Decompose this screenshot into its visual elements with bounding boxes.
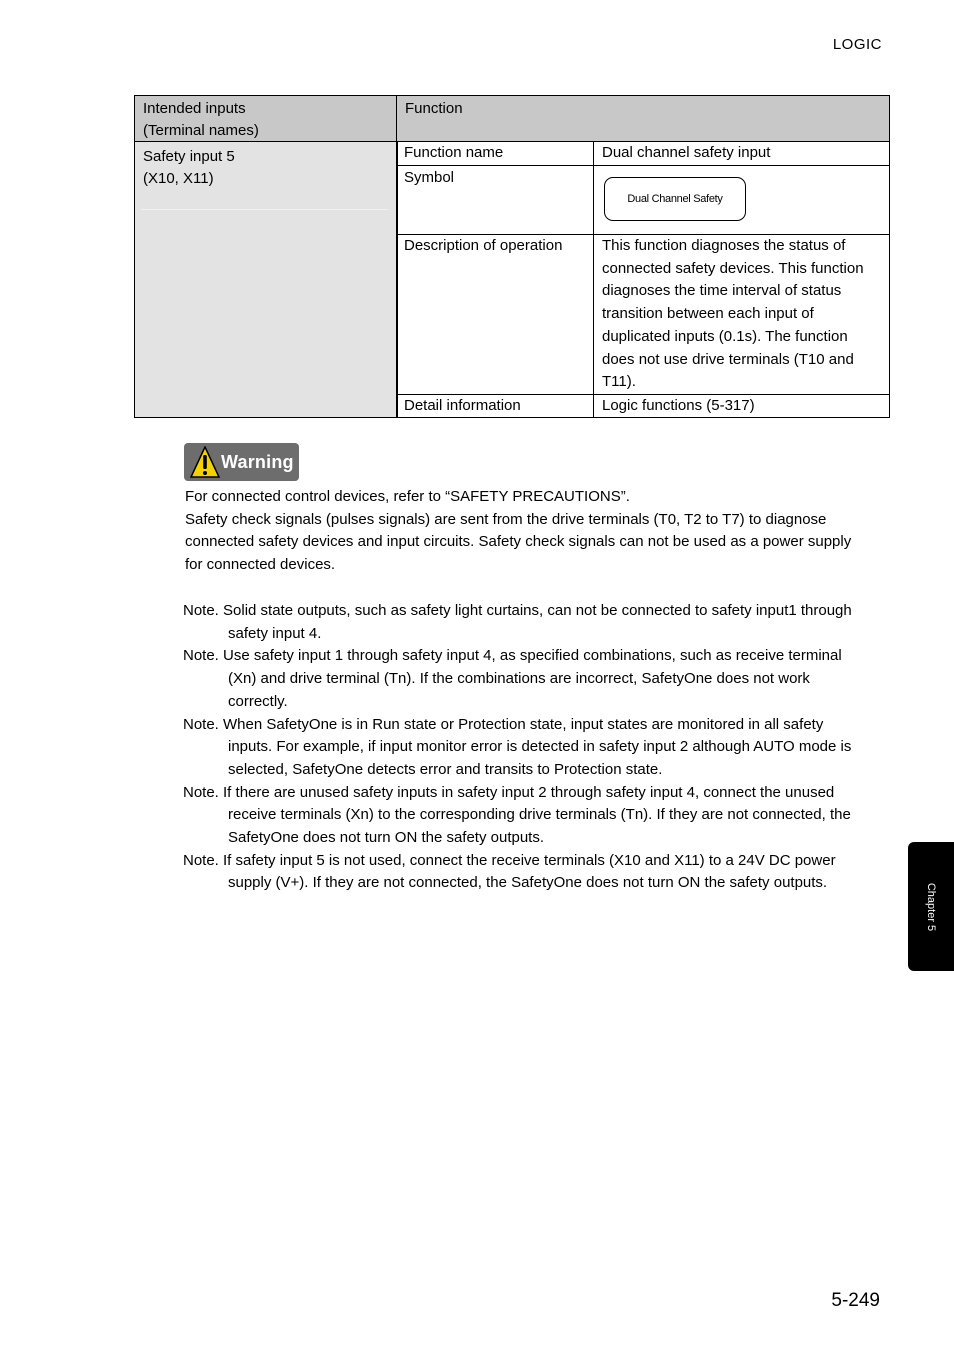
note-continuation: receive terminals (Xn) to the corresponding drive terminals (Tn). If they are not connected, the	[228, 806, 851, 824]
note-continuation: supply (V+). If they are not connected, the SafetyOne does not turn ON the safety outputs.	[228, 874, 828, 892]
dual-channel-safety-symbol: Dual Channel Safety	[604, 177, 746, 221]
row-label-function-name: Function name	[396, 142, 594, 166]
table-header-function: Function	[396, 95, 890, 142]
header-line: Intended inputs	[143, 100, 246, 117]
note-continuation: correctly.	[228, 692, 288, 710]
note-item	[183, 782, 883, 850]
note-continuation: safety input 4.	[228, 624, 322, 642]
note-item	[183, 850, 883, 895]
header-line: (Terminal names)	[143, 122, 259, 139]
warning-label: Warning	[221, 451, 294, 472]
notes-list	[183, 600, 883, 895]
chapter-tab-label: Chapter 5	[925, 882, 937, 931]
row-label-detail-information: Detail information	[396, 395, 594, 418]
note-first-line: Note. If safety input 5 is not used, connect the receive terminals (X10 and X11) to a 24V DC power	[183, 851, 836, 869]
chapter-tab[interactable]	[908, 842, 954, 971]
warning-line: connected safety devices and input circuits. Safety check signals can not be used as a power supply	[185, 533, 852, 551]
note-first-line: Note. If there are unused safety inputs in safety input 2 through safety input 4, connect the unused	[183, 783, 835, 801]
warning-badge	[184, 443, 299, 481]
description-line: T11).	[602, 373, 636, 391]
function-table	[134, 95, 890, 418]
row-label-symbol: Symbol	[396, 166, 594, 235]
table-header-intended-inputs	[134, 95, 396, 142]
description-line: transition between each input of	[602, 305, 814, 323]
warning-triangle-icon	[190, 446, 220, 478]
note-first-line: Note. Use safety input 1 through safety input 4, as specified combinations, such as receive terminal	[183, 647, 842, 665]
note-continuation: SafetyOne does not turn ON the safety outputs.	[228, 829, 545, 847]
input-cell	[134, 142, 396, 418]
row-value-symbol	[594, 166, 890, 235]
note-continuation: inputs. For example, if input monitor error is detected in safety input 2 although AUTO mode is	[228, 738, 852, 756]
divider	[141, 209, 388, 210]
note-item	[183, 600, 883, 645]
note-item	[183, 714, 883, 782]
warning-line: Safety check signals (pulses signals) are sent from the drive terminals (T0, T2 to T7) to diagnose	[185, 510, 827, 528]
note-item	[183, 645, 883, 713]
row-label-description: Description of operation	[396, 235, 594, 395]
row-value-description	[594, 235, 890, 395]
input-name: Safety input 5	[143, 148, 235, 165]
note-first-line: Note. When SafetyOne is in Run state or Protection state, input states are monitored in all safety	[183, 715, 824, 733]
description-line: duplicated inputs (0.1s). The function	[602, 327, 848, 345]
row-value-function-name: Dual channel safety input	[594, 142, 890, 166]
warning-text	[185, 486, 890, 577]
description-line: This function diagnoses the status of	[602, 237, 846, 254]
note-continuation: (Xn) and drive terminal (Tn). If the combinations are incorrect, SafetyOne does not work	[228, 670, 810, 688]
page-number: 5-249	[831, 1290, 880, 1311]
description-line: connected safety devices. This function	[602, 259, 864, 277]
note-first-line: Note. Solid state outputs, such as safety light curtains, can not be connected to safety input1 through	[183, 602, 852, 619]
terminal-names: (X10, X11)	[143, 170, 214, 187]
warning-line: For connected control devices, refer to “SAFETY PRECAUTIONS”.	[185, 488, 630, 505]
warning-line: for connected devices.	[185, 556, 336, 574]
description-line: does not use drive terminals (T10 and	[602, 350, 854, 368]
row-value-detail-information: Logic functions (5-317)	[594, 395, 890, 418]
note-continuation: selected, SafetyOne detects error and transits to Protection state.	[228, 760, 663, 778]
section-header: LOGIC	[832, 36, 882, 53]
description-line: diagnoses the time interval of status	[602, 282, 842, 300]
